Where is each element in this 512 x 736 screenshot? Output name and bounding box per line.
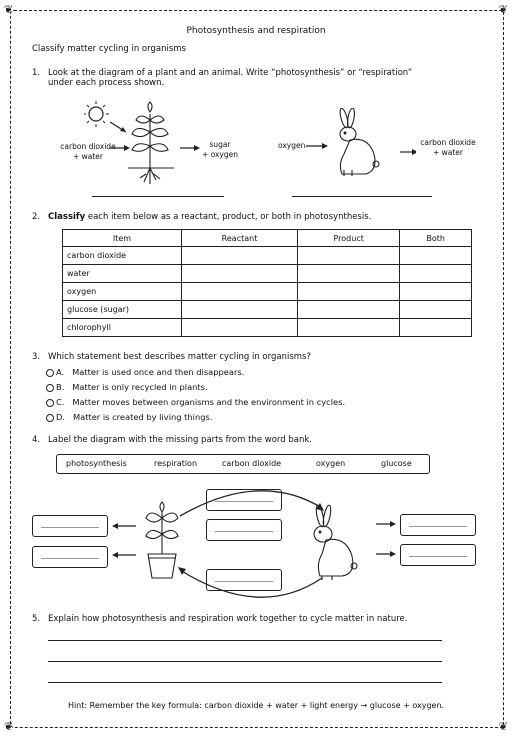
both-cell[interactable] bbox=[400, 301, 472, 319]
classification-table bbox=[62, 229, 472, 337]
row-item: water bbox=[63, 265, 182, 283]
both-cell[interactable] bbox=[400, 247, 472, 265]
product-cell[interactable] bbox=[298, 247, 400, 265]
corner-vine-icon: ❦ bbox=[498, 3, 508, 16]
radio-circle-icon[interactable] bbox=[46, 399, 54, 407]
rabbit-icon bbox=[314, 505, 357, 580]
hint-text: Hint: Remember the key formula: carbon dioxide + water + light energy → glucose + oxygen. bbox=[67, 701, 445, 710]
reactant-cell[interactable] bbox=[182, 319, 298, 337]
product-cell[interactable] bbox=[298, 319, 400, 337]
table-row bbox=[63, 319, 472, 337]
corner-vine-icon: ❦ bbox=[4, 3, 14, 16]
word-bank-item[interactable]: carbon dioxide bbox=[222, 459, 282, 468]
animal-input-label: oxygen bbox=[278, 141, 306, 150]
answer-line[interactable] bbox=[48, 661, 442, 662]
option-c[interactable]: C. Matter moves between organisms and the environment in cycles. bbox=[46, 397, 345, 407]
both-cell[interactable] bbox=[400, 283, 472, 301]
header-item: Item bbox=[63, 230, 182, 247]
header-both: Both bbox=[400, 230, 472, 247]
label-box-right-bottom[interactable] bbox=[400, 544, 476, 566]
plant-input-label: carbon dioxide + water bbox=[60, 142, 116, 161]
question-5: 5. Explain how photosynthesis and respiration work together to cycle matter in nature. bbox=[32, 614, 408, 624]
word-bank-item[interactable]: glucose bbox=[381, 459, 412, 468]
radio-circle-icon[interactable] bbox=[46, 369, 54, 377]
label-box-cycle-top[interactable] bbox=[206, 489, 282, 511]
word-bank-item[interactable]: photosynthesis bbox=[66, 459, 127, 468]
product-cell[interactable] bbox=[298, 265, 400, 283]
label-box-cycle-bottom[interactable] bbox=[206, 569, 282, 591]
sun-icon bbox=[84, 101, 109, 127]
question-3: 3. Which statement best describes matter cycling in organisms? bbox=[32, 352, 311, 362]
reactant-cell[interactable] bbox=[182, 265, 298, 283]
table-row bbox=[63, 283, 472, 301]
reactant-cell[interactable] bbox=[182, 247, 298, 265]
table-row bbox=[63, 265, 472, 283]
corner-vine-icon: ❦ bbox=[4, 720, 14, 733]
answer-line-plant[interactable] bbox=[92, 196, 224, 197]
both-cell[interactable] bbox=[400, 265, 472, 283]
word-bank bbox=[56, 454, 430, 474]
answer-line[interactable] bbox=[48, 682, 442, 683]
rabbit-illustration bbox=[306, 108, 416, 188]
row-item: oxygen bbox=[63, 283, 182, 301]
question-1: 1. Look at the diagram of a plant and an animal. Write “photosynthesis” or “respiration” under each process shown. bbox=[32, 68, 413, 88]
row-item: carbon dioxide bbox=[63, 247, 182, 265]
page-title: Photosynthesis and respiration bbox=[186, 26, 326, 36]
reactant-cell[interactable] bbox=[182, 301, 298, 319]
header-reactant: Reactant bbox=[182, 230, 298, 247]
row-item: chlorophyll bbox=[63, 319, 182, 337]
option-a[interactable]: A. Matter is used once and then disappears. bbox=[46, 367, 244, 377]
table-row bbox=[63, 247, 472, 265]
label-box-left-top[interactable] bbox=[32, 515, 108, 537]
word-bank-item[interactable]: respiration bbox=[154, 459, 198, 468]
label-box-right-top[interactable] bbox=[400, 514, 476, 536]
reactant-cell[interactable] bbox=[182, 283, 298, 301]
label-box-left-bottom[interactable] bbox=[32, 546, 108, 568]
word-bank-item[interactable]: oxygen bbox=[316, 459, 346, 468]
answer-line-animal[interactable] bbox=[292, 196, 432, 197]
question-4: 4. Label the diagram with the missing parts from the word bank. bbox=[32, 435, 312, 445]
product-cell[interactable] bbox=[298, 283, 400, 301]
both-cell[interactable] bbox=[400, 319, 472, 337]
question-2: 2. Classify each item below as a reactant, product, or both in photosynthesis. bbox=[32, 212, 372, 222]
rabbit-icon bbox=[339, 108, 379, 176]
animal-output-label: carbon dioxide + water bbox=[420, 138, 476, 157]
table-header-row bbox=[63, 230, 472, 247]
option-b[interactable]: B. Matter is only recycled in plants. bbox=[46, 382, 208, 392]
header-product: Product bbox=[298, 230, 400, 247]
plant-icon bbox=[128, 102, 174, 184]
table-row bbox=[63, 301, 472, 319]
row-item: glucose (sugar) bbox=[63, 301, 182, 319]
potted-plant-icon bbox=[146, 502, 178, 578]
product-cell[interactable] bbox=[298, 301, 400, 319]
plant-output-label: sugar + oxygen bbox=[201, 140, 239, 159]
option-d[interactable]: D. Matter is created by living things. bbox=[46, 412, 212, 422]
label-box-cycle-middle[interactable] bbox=[206, 519, 282, 541]
radio-circle-icon[interactable] bbox=[46, 414, 54, 422]
corner-vine-icon: ❦ bbox=[498, 720, 508, 733]
radio-circle-icon[interactable] bbox=[46, 384, 54, 392]
page-subtitle: Classify matter cycling in organisms bbox=[32, 44, 186, 54]
answer-line[interactable] bbox=[48, 640, 442, 641]
